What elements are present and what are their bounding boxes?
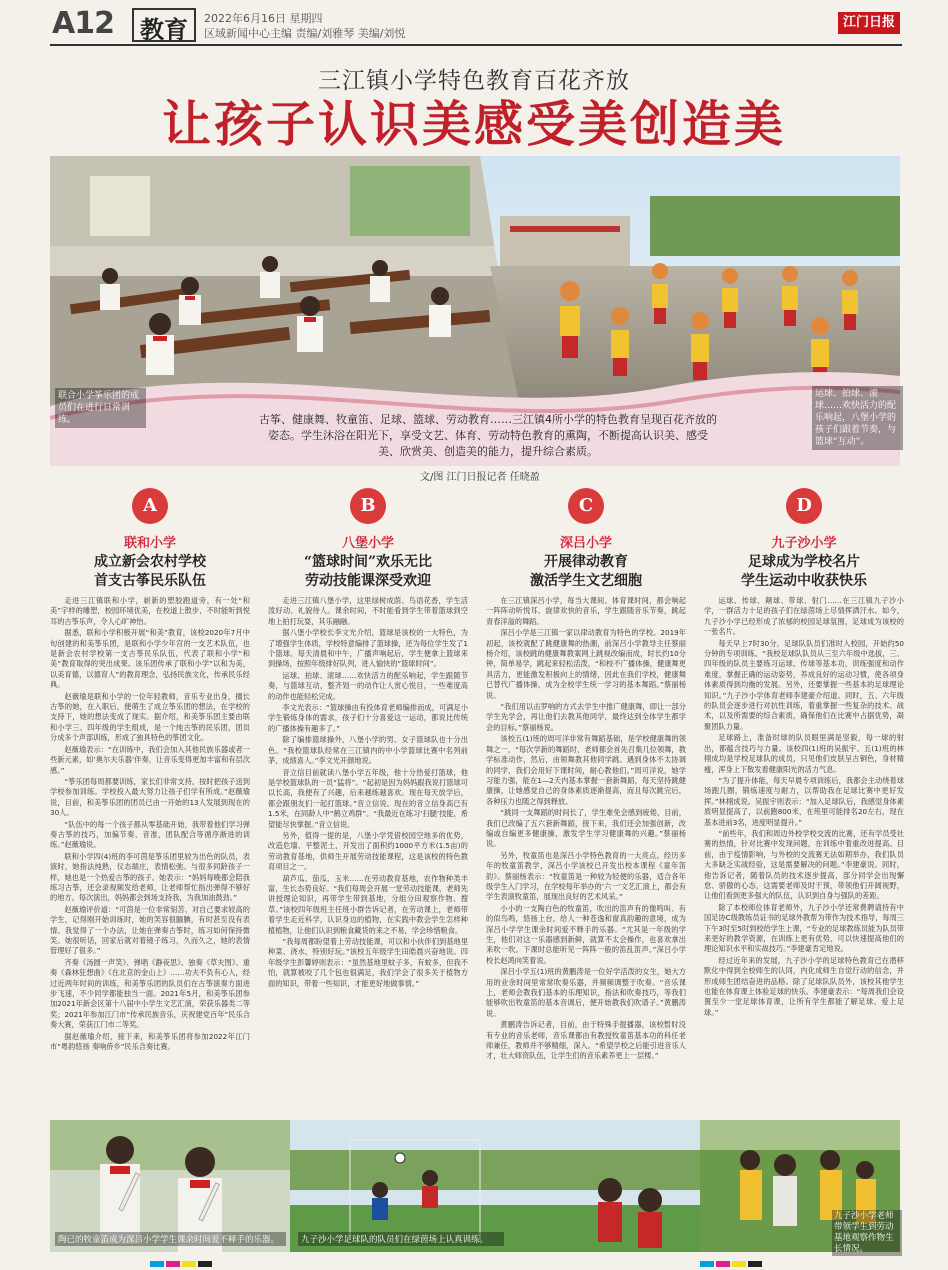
paragraph: 走进三江镇八堡小学，这里绿树成荫、鸟语花香，学生活泼好动、礼貌待人。课余时间，不时能看到学生带着篮球到空地上拍打玩耍，其乐融融。 <box>268 596 468 626</box>
header-rule <box>50 44 902 46</box>
newspaper-masthead: 江门日报 <box>838 12 900 34</box>
photo-caption-basketball: 运球、拍球、滚球……欢快活力的配乐响起，八堡小学的孩子们跟着节奏，与篮球“互动”。 <box>812 386 903 450</box>
section-badge <box>132 488 168 524</box>
editor-credits: 区域新闻中心主编 责编/刘雅琴 美编/刘悦 <box>204 27 406 40</box>
photo-caption-flute: 陶已的牧童笛成为深吕小学学生课余时间爱不释手的乐器。 <box>55 1232 286 1246</box>
badge-letter: C <box>568 488 604 524</box>
paragraph: 另外，牧童笛也是深吕小学特色教育的一大亮点。经历多年的牧童笛教学，深吕小学该校已开发出校本课程《童年笛韵》。蔡丽杨表示：“牧童笛是一种较为轻便的乐器，适合各年级学生入门学习，在学校每年举办的‘六一’文艺汇演上，都会有学生表演牧童笛，展现出良好的艺术风采。” <box>486 850 686 902</box>
section-headline-2: 劳动技能课深受欢迎 <box>305 573 431 589</box>
paragraph: 小小的一支陶白色的牧童笛，吹出的笛声有的像鸣叫、有的似鸟鸣，悠扬上台，给人一种苍逸和窗真韵趣的意境，成为深吕小学学生课余时间爱不释手的乐器。“尤其是一年级的学生，他们对这一乐器感到新鲜，就算不太会操作，也喜欢拿出来吹一吹。下课时总能听见一阵阵一般的笛乱笛声。”深吕小学校长赵鸿向笑着说。 <box>486 903 686 965</box>
paragraph: 走进三江镇联和小学，崭新的塑胶跑道旁，有一处“和美”字样的雕塑，校园环境优美，在校道上散步，不时能听到悦耳的古筝乐声，令人心旷神怡。 <box>50 596 250 626</box>
paragraph: 除了本校师位体育老师外，九子沙小学还常费聘请持有中国足协C级教练员证书的足球外教帮为带作为技术指导，每周三下午3时至5时到校给学生上课，“专业的足球教练员能为队员带来更好的教学资源，在训练上更有优势，可以快速提高他们的理论知识水平和实战技巧。”李建豪肯定地说。 <box>704 902 904 954</box>
badge-letter: A <box>132 488 168 524</box>
school-name: 联和小学 <box>123 536 176 551</box>
paragraph: 在三江镇深吕小学，每当大课间、体育课时间，都会响起一阵阵动听悦耳、旋律欢快的音乐，学生跟随音乐节奏，跳起青春洋溢的舞蹈。 <box>486 596 686 626</box>
paragraph: 赵薇瑜是联和小学的一位年轻教师，音乐专业出身，擅长古筝的她，在入职后，便萌生了成立筝乐团的想法，在学校的支持下，她的想法变成了现实。据介绍，和美筝乐团主要由联和小学三、四年级的学生组成，是一个纯古筝的民乐团，团员分成多个声部训练，形成了独具特色的筝团文化。 <box>50 691 250 743</box>
paragraph: 据赵薇瑜介绍，接下来，和美筝乐团将参加2022年江门市“粤韵悠扬 奏响侨乡”民乐合奏比赛。 <box>50 1031 250 1052</box>
paragraph: “队伍中的每一个孩子都从零基础开始，我带着他们学习弹奏古筝的技巧，加偏节奏、音准，团队配合等循序渐进的训练。”赵薇瑜说。 <box>50 819 250 850</box>
paragraph: 深吕小学是三江镇一家以律动教育为特色的学校。2019年初起，该校就配了跳健康舞的热潮，前深吕小学教导主任蔡丽杨介绍，该校跳的健康舞教案网上跳视改编而成，时长约10分钟，简单易学，跳起来轻松活泼，“和校不广播体操，健康舞更具活力，更能激发积极向上的情绪，因此在我们学校，健康舞已替代广播体操，成为全校学生统一学习的基本舞蹈。”蔡丽杨说。 <box>486 628 686 700</box>
paragraph: 深吕小学五(1)班的黄鹏涛是一位好学活泼的女生，她大方用的业余时间里常常吹奏乐器，并频频调整于吹奏。“音乐课上，老师会教我们基本的乐理知识，指法和吹奏技巧，等我们能够吹出牧童笛的基本音调后，便开始教我们吹谱子。”黄鹏涛说。 <box>486 967 686 1018</box>
paragraph: 葫芦瓜、茄瓜、玉米……在劳动教育基地，农作物种类丰富，生长态势良好。“我们每周会开展一堂劳动技能课，老师先讲授理论知识，再带学生带到基地，分组分田观察作物、搜草。”该校四年级班主任班小群告诉记者，在劳动课上，老师带着学生走近科学，认识身边的植物，在实践中教会学生怎样种植植物，让他们认识到粮食藏货的来之不易，学会珍惜粮食。 <box>268 873 468 935</box>
paragraph: 经过近年来的发展，九子沙小学的足球特色教育已在潜移默化中得到全校师生的认同，内化成师生自觉行动的信念，并形成师生团结奋进的品格。除了足球队队员外，该校其他学生也能在体育课上体验足球的快乐。李建豪表示：“每周我们会设置至少一堂足球体育课，让所有学生都能了解足球、爱上足球。” <box>704 955 904 1017</box>
section-headline-1: “篮球时间”欢乐无比 <box>303 554 433 570</box>
section-badge <box>786 488 822 524</box>
page-number: A12 <box>52 6 114 41</box>
paragraph: “前些年，我们和周边外校学校交流的比赛，还有学员受社赛的热情，针对比赛中发现问题，在训练中着重改进提高。目前，由于疫情影响，与外校的交流赛无法如期举办，我们队员大多缺乏实战经验，这是需要解决的问题。”李建豪说。同时，他告诉记者，随着队员的技术逐步提高，部分同学会出现懈怠、骄傲的心态，这需要老师及时干预，带领他们开阔视野，让他们看到更多强大的队伍，认识到自身与强队的差距。 <box>704 828 904 901</box>
basketball-photo <box>480 156 900 406</box>
section-body <box>50 596 250 1196</box>
article-subtitle: 三江镇小学特色教育百花齐放 <box>318 68 630 94</box>
paragraph: 据八堡小学校长李文光介绍，篮球是该校的一大特色，为了增强学生体质，学校特意编排了篮球操，还为每位学生发了1个篮球。每天清晨和中午，广播声响起后，学生便拿上篮球来到操场，按照年级排好队列，进入愉快的“篮球时间”。 <box>268 628 468 669</box>
paragraph: 足球路上，准备时球的队员眼里满是坚毅，每一球的射出，都蕴含技巧与力量。该校四(1)班的吴振宇、五(1)班的林栩成均是学校足球队的成员，只见他们皮肤呈古铜色，身材精瘦，浑身上下散发着健康阳光的活力气息。 <box>704 733 904 774</box>
paragraph: “为了提升体能，每天早晨专项训练后，我都会主动绕着球场跑几圈，锻炼速度与耐力，以帮助我在足球比赛中更好发挥。”林栩成说。吴振宇则表示：“加入足球队后，我感觉身体素质明显提高了，以前跑800米，在班里可能排名20左右，现在基本进前3名，进度明显提升。” <box>704 775 904 827</box>
page-header <box>0 0 948 46</box>
paragraph: “筝乐团每周都要训练，家长们非常支持，按时把孩子送到学校参加训练。学校投入最大努力让孩子们学有所成。”赵薇瑜说，目前，和美筝乐团的团员已由一开始的13人发展到现在的30人。 <box>50 776 250 818</box>
print-color-bar <box>0 1258 948 1270</box>
photo-caption-football: 九子沙小学足球队的队员们在绿茵场上认真训练。 <box>298 1232 504 1246</box>
paragraph: 黄鹏涛告诉记者，目前，由于特殊手提播器，该校暂时没有专业的音乐老师，音乐课都由有教授牧童笛基本功的科任老师兼任，教师并不够精细，深入。“希望学校之后能引进音乐人才，壮大师资队伍，让学生们的音乐素养更上一层楼。” <box>486 1020 686 1061</box>
section-badge <box>350 488 386 524</box>
section-headline-2: 激活学生文艺细胞 <box>530 573 642 589</box>
section-body <box>704 596 904 1196</box>
byline: 文/图 江门日报记者 任晓盈 <box>420 472 540 483</box>
paragraph: 运球、传球、颠球、带球、射门……在三江镇九子沙小学，一群活力十足的孩子们在绿茵场上尽情挥洒汗水。如今，九子沙小学已经形成了浓郁的校园足球氛围，足球成为该校的一张名片。 <box>704 596 904 637</box>
school-name: 九子沙小学 <box>771 536 837 551</box>
section-badge <box>568 488 604 524</box>
paragraph: “我们用以击罗响的方式去学生中推广健康舞，即让一部分学生先学会，再让他们去教其他同学，最终达到全体学生都学会的目标。”蔡丽杨说。 <box>486 702 686 732</box>
section-label: 教育 <box>140 16 188 44</box>
paragraph: 该校五(1)班的周可洋非常有舞蹈基础，是学校健康舞的领舞之一，“每次学新的舞蹈时，老师都会首先召集几位领舞，教学标准动作，然后，由领舞教其他同学跳。遇到身体不太协调的同学，我们会用好下课时间，耐心教他们。”周可洋说，她学习能力强，能在1—2天内基本掌握一套新舞蹈，每天坚持跳健康操，让她感觉自己的身体素质逐渐提高，而且每次跳完后，各种压力也随之得到释放。 <box>486 734 686 806</box>
section-headline-1: 足球成为学校名片 <box>748 554 860 570</box>
badge-letter: B <box>350 488 386 524</box>
paragraph: 每天早上7时30分，足球队队员们准时入校园，开始约50分钟的专项训练。“我校足球队队员从三至六年级中选拔，三、四年级的队员主要练习运球、传球等基本功，训练强度和动作难度，掌握正确的运动姿势，养成良好的运动习惯，使各项身体素质得到均衡的发展。另外，还要掌握一些基本的足球理论知识。”九子沙小学体育老师李建豪介绍道。同时，五、六年级的队员会逐步进行对抗性训练，着重掌握一些复杂的技术、战术，以及所需要的综合素质，确保他们在比赛中占据优势，凝聚团队力量。 <box>704 638 904 731</box>
paragraph: 齐奏《汤圆一声笑》、弹唱《静夜思》、独奏《草夫图》、重奏《森林狂想曲》《在北京的金山上》……功夫不负有心人，经过近两年时间的训练，和美筝乐团的队员们在古筝演奏方面进步飞速，不少同学都能独当一面。2021年5月，和美筝乐团参加2021年新会区第十八届中小学生文艺汇演，荣获乐器类二等奖；2021年参加江门市“传承民族音乐，庆祝建党百年”民乐合奏大赛，荣获江门市二等奖。 <box>50 957 250 1030</box>
badge-letter: D <box>786 488 822 524</box>
paragraph: 据悉，联和小学积极开展“和美”教育，该校2020年7月中旬创建的和美筝乐团，是联和小学少年宫的一支艺术队伍，也是新会农村学校第一支古筝民乐队伍，代表了联和小学“和美”教育取得的突出成果。该乐团传承了联和小学“以和为美，以美育德，以德育人”的教育理念，弘扬民族文化，传承民乐经典。 <box>50 628 250 690</box>
paragraph: “我每周都盼望着上劳动技能课，可以和小伙伴们到基地里种菜、浇水，特别好玩。”该校五年级学生田皓晨兴奋地说。四年级学生彭馨婷则表示：“虽然基地里蚊子多，有蚊多，但我不怕，就算被咬了几个包也很满足，我们学会了很多关于植物方面的知识，带着一些知识，才能更好地做事情。” <box>268 937 468 988</box>
paragraph: 运球、拍球、滚球……欢快活力的配乐响起，学生跟随节奏，与篮球互动，整齐划一的动作让人赏心悦目，一些难度高的动作也能轻松完成。 <box>268 670 468 701</box>
paragraph: 音立信目前就读八堡小学五年级，他十分热爱打篮球，他是学校篮球队的一员“猛将”。“起初是因为妈妈跟我说打篮球可以长高，我便有了兴趣，后来越练越喜欢。现在每天放学后，都会跟朋友们一起打篮球。”音立信说。现在的音立信身高已有1.5米，在同龄人中“鹤立鸡群”。“我最近在练习‘扫腿’技能，希望能尽快掌握。”音立信说。 <box>268 767 468 829</box>
intro-paragraph: 古筝、健康舞、牧童笛、足球、篮球、劳动教育……三江镇4所小学的特色教育呈现百花齐放的姿态。学生沐浴在阳光下，享受文艺、体育、劳动特色教育的熏陶，不断提高认识美、感受美、欣赏美、创造美的能力，提升综合素质。 <box>259 413 717 458</box>
guzheng-photo <box>50 156 520 406</box>
section-headline-1: 开展律动教育 <box>544 554 628 570</box>
paragraph: 赵薇瑜评价道：“可茵是一位非常刻苦、对自己要求较高的学生，记得刚开始训练时，她的笑容很腼腆，有时甚至没有表情。我觉得了一个办法，让她在弹奏古筝时，练习如何保持微笑。她很听话，回家后就对着镜子练习，久而久之，她的表情管理好了很多。” <box>50 904 250 956</box>
photo-caption-guzheng: 联合小学筝乐团的成员们在进行日常训练。 <box>55 388 146 428</box>
school-name: 八堡小学 <box>341 536 394 551</box>
paragraph: 赵薇瑜表示：“在训练中，我们会加入其他民族乐器或者一些新元素，如‘奥尔夫乐器’伴奏，让音乐变得更加丰富和有层次感。” <box>50 744 250 775</box>
paragraph: 另外，值得一提的是，八堡小学凭借校园空地多的优势，改造危墙、平整泥土，开发出了面积约1000平方米(1.5亩)的劳动教育基地，供师生开展劳动技能课程，这是该校的特色教育项目之一。 <box>268 830 468 872</box>
photo-caption-garden: 九子沙小学老师带领学生到劳动基地观察作物生长情况。 <box>832 1210 902 1256</box>
paragraph: “跳同一支舞蹈的时间长了，学生难免会感到疲倦，目前，我们已改编了五六套新舞蹈，接下来，我们还会加强创新，改编或自编更多健康操，激发学生学习健康舞的兴趣。”蔡丽杨说。 <box>486 808 686 849</box>
section-headline-1: 成立新会农村学校 <box>94 554 206 570</box>
school-name: 深吕小学 <box>559 536 612 551</box>
paragraph: 联和小学四(4)班的李可茵是筝乐团里较为出色的队员，表演时，她指法纯熟，仪态端庄，表情松弛。与很多同龄孩子一样，她也是一个热爱古筝的孩子。她表示：“妈妈每晚都会陪我练习古筝，还会录视频发给老师，让老师帮忙指出弹得不够好的地方。每次演出，妈妈都会到场支持我，为我加油鼓劲。” <box>50 851 250 903</box>
section-headline-2: 学生运动中收获快乐 <box>741 573 867 589</box>
paragraph: 除了编排篮球操外，八堡小学的男、女子篮球队也十分出色。“我校篮球队经常在三江镇内的中小学篮球比赛中名列前茅，成绩喜人。”李文光开颜地说。 <box>268 735 468 766</box>
article-title: 让孩子认识美感受美创造美 <box>161 95 786 153</box>
paragraph: 李文光表示：“篮球操由有投体育老师编排而成，可满足小学生锻炼身体的需求，孩子们十分喜爱这一运动，都说比传统的广播体操有趣多了。” <box>268 703 468 733</box>
section-headline-2: 首支古筝民乐队伍 <box>94 573 206 589</box>
section-body <box>268 596 468 1176</box>
issue-date: 2022年6月16日 星期四 <box>204 12 323 25</box>
section-body <box>486 596 686 1196</box>
